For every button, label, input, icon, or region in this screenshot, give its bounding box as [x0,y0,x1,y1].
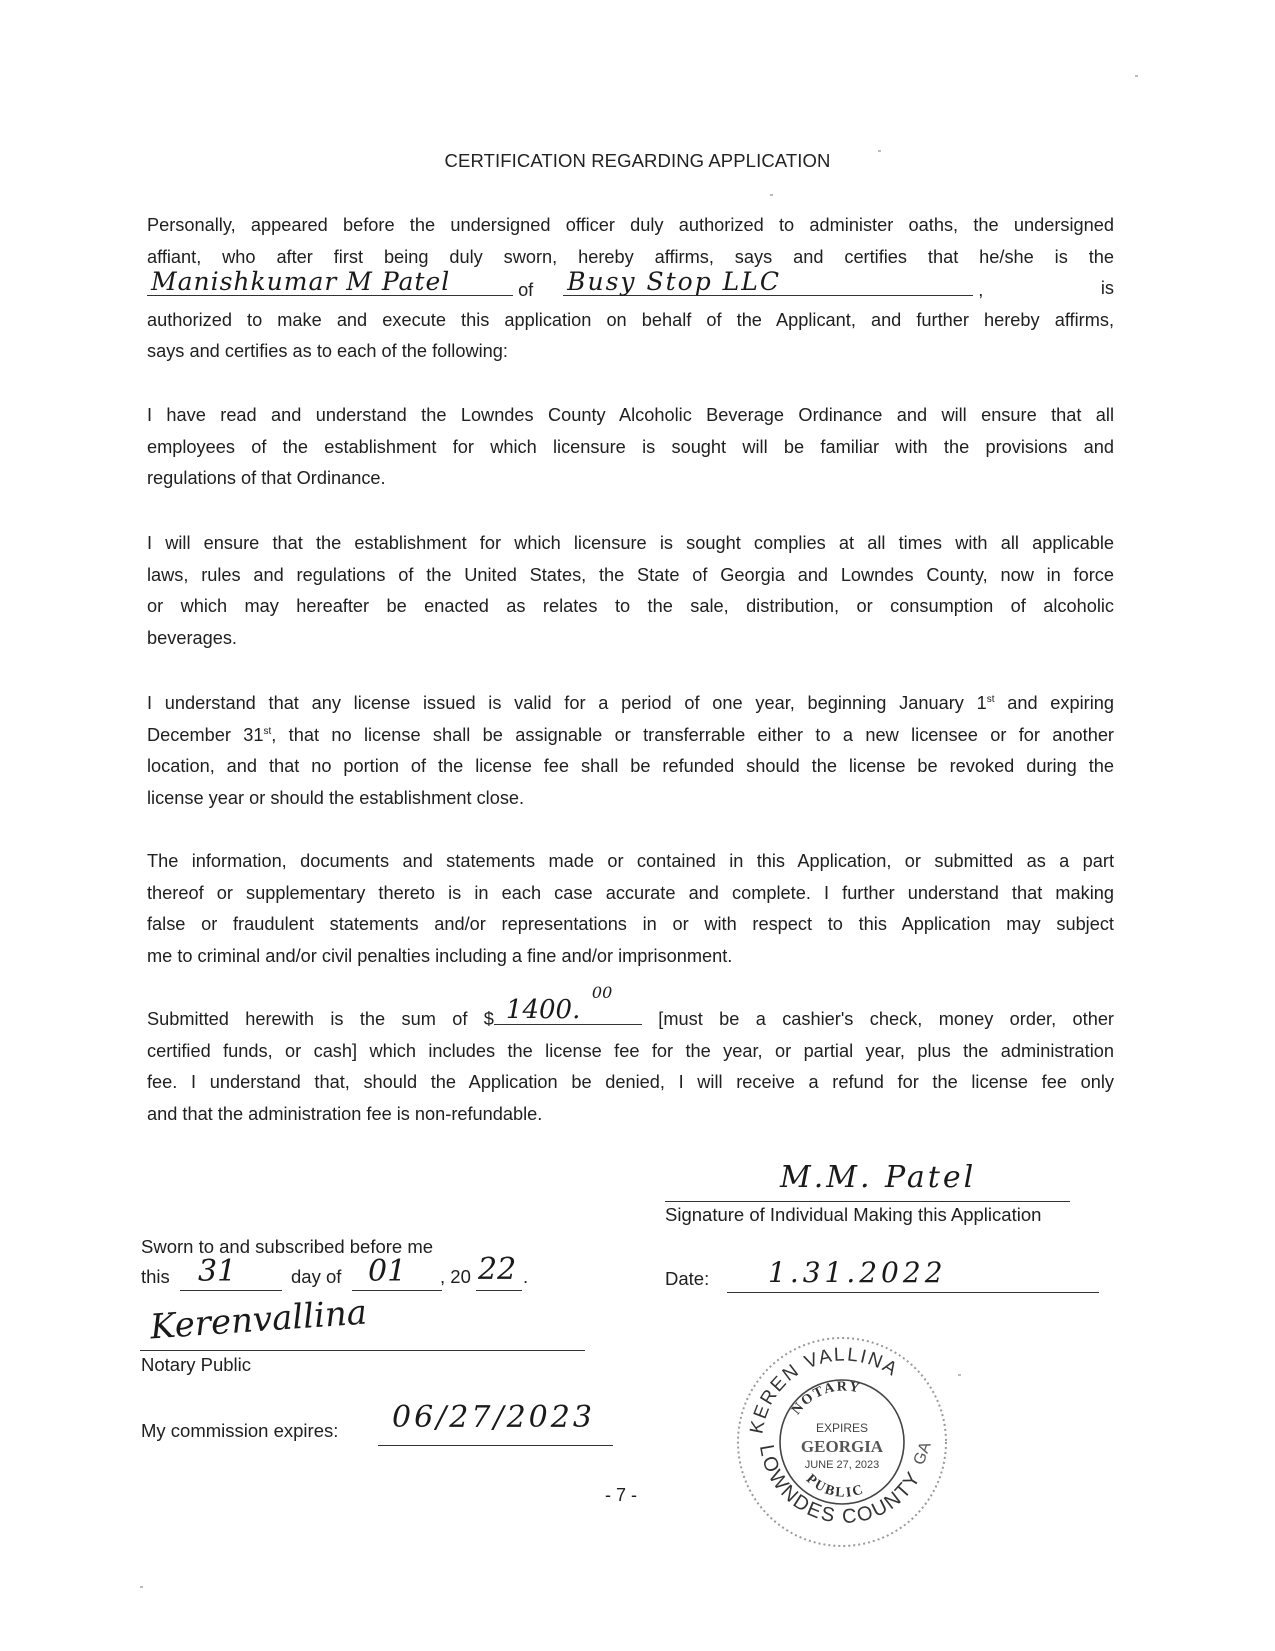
intro-paragraph [147,210,1114,368]
notary-stamp [735,1335,950,1550]
svg-text:KEREN VALLINA: KEREN VALLINA [746,1344,903,1436]
scan-speck [770,194,773,196]
scan-speck [958,1374,961,1376]
sworn-day-field[interactable] [180,1290,282,1291]
paragraph-line: laws, rules and regulations of the United States, the State of Georgia and Lowndes County, now in force [147,564,1114,585]
applicant-signature: M.M. Patel [780,1160,977,1195]
intro-line-1: Personally, appeared before the undersigned officer duly authorized to administer oaths, the undersigned [147,215,1114,235]
accuracy-paragraph [147,846,1114,972]
notary-signature: Kerenvallina [148,1292,369,1348]
sum-line-4: and that the administration fee is non-refundable. [147,1103,543,1124]
paragraph-line: license year or should the establishment close. [147,787,525,808]
paragraph-line: regulations of that Ordinance. [147,468,386,488]
sworn-day-handwritten: 31 [198,1254,237,1289]
page-title: CERTIFICATION REGARDING APPLICATION [444,150,831,171]
sum-amount-handwritten: 1400. [505,994,581,1025]
sworn-year-field[interactable] [476,1290,522,1291]
intro-line-3: Manishkumar M Patel of Busy Stop LLC , is [147,273,1114,305]
page-number: - 7 - [605,1485,638,1505]
svg-text:GEORGIA: GEORGIA [800,1437,884,1456]
paragraph-line: I understand that any license issued is valid for a period of one year, beginning January 1st and expiring [147,693,1115,713]
sworn-month-handwritten: 01 [368,1254,407,1289]
svg-text:EXPIRES: EXPIRES [815,1421,869,1435]
license-term-paragraph [147,688,1114,814]
intro-line-2: affiant, who after first being duly sworn, hereby affirms, says and certifies that he/she is the [147,246,1114,267]
date-label: Date: [665,1268,710,1289]
paragraph-line: employees of the establishment for which licensure is sought will be familiar with the provisions and [147,436,1114,457]
paragraph-line: false or fraudulent statements and/or representations in or with respect to this Application may subject [147,914,1114,934]
intro-line-4: authorized to make and execute this application on behalf of the Applicant, and further hereby affirms, [147,309,1114,330]
this-label: this [141,1266,170,1287]
sum-line-3: fee. I understand that, should the Application be denied, I will receive a refund for the license fee only [147,1072,1114,1092]
commission-expires-field[interactable] [378,1445,613,1446]
paragraph-line: location, and that no portion of the license fee shall be refunded should the license be revoked during the [147,756,1114,776]
paragraph-line: beverages. [147,627,237,648]
signature-label: Signature of Individual Making this Application [665,1204,1042,1225]
paragraph-line: me to criminal and/or civil penalties including a fine and/or imprisonment. [147,945,733,966]
paragraph-line: I will ensure that the establishment for which licensure is sought complies at all times with all applicable [147,533,1114,553]
paragraph-line: thereof or supplementary thereto is in each case accurate and complete. I further understand that making [147,882,1114,903]
business-name-handwritten: Busy Stop LLC [567,266,782,296]
commission-label: My commission expires: [141,1420,339,1441]
scan-speck [140,1586,143,1588]
svg-text:GA: GA [910,1439,935,1468]
ordinance-paragraph [147,400,1114,495]
notary-public-label: Notary Public [141,1354,252,1375]
commission-expires-handwritten: 06/27/2023 [392,1400,595,1435]
svg-text:LOWNDES COUNTY: LOWNDES COUNTY [754,1443,926,1529]
day-of-label: day of [291,1266,342,1287]
compliance-paragraph [147,528,1114,654]
paragraph-line: December 31st, that no license shall be assignable or transferrable either to a new licensee or for another [147,724,1114,745]
svg-text:NOTARY: NOTARY [789,1379,863,1418]
signature-line[interactable] [665,1201,1070,1202]
sum-cents-handwritten: 00 [591,982,613,1002]
intro-line-5: says and certifies as to each of the following: [147,341,508,361]
affiant-name-handwritten: Manishkumar M Patel [151,266,451,296]
svg-text:JUNE 27, 2023: JUNE 27, 2023 [804,1459,880,1471]
sworn-year-handwritten: 22 [478,1252,517,1287]
sum-paragraph [147,982,1114,1130]
paragraph-line: The information, documents and statements made or contained in this Application, or submitted as a part [147,851,1114,871]
scan-speck [878,150,881,152]
sworn-label: Sworn to and subscribed before me [141,1236,434,1257]
is-label: is [1100,278,1114,298]
year-prefix-label: , 20 [440,1266,471,1287]
notary-signature-line[interactable] [140,1350,585,1351]
notary-seal-icon [735,1335,950,1550]
sum-amount-field[interactable] [494,982,642,1025]
sum-line-2: certified funds, or cash] which includes the license fee for the year, or partial year, plus the administration [147,1040,1114,1061]
scan-speck [1135,75,1138,77]
date-line[interactable] [727,1292,1099,1293]
paragraph-line: or which may hereafter be enacted as relates to the sale, distribution, or consumption of alcoholic [147,596,1114,616]
of-label: of [518,280,534,300]
sworn-month-field[interactable] [352,1290,442,1291]
business-name-field[interactable] [563,266,973,296]
paragraph-line: I have read and understand the Lowndes County Alcoholic Beverage Ordinance and will ensure that all [147,405,1114,425]
signature-date-handwritten: 1.31.2022 [768,1256,947,1289]
sum-line-1: Submitted herewith is the sum of $ 1400. 00 [must be a cashier's check, money order, other [147,1004,1114,1036]
svg-text:PUBLIC: PUBLIC [802,1471,867,1501]
year-period: . [523,1266,529,1287]
affiant-name-field[interactable] [147,266,513,296]
